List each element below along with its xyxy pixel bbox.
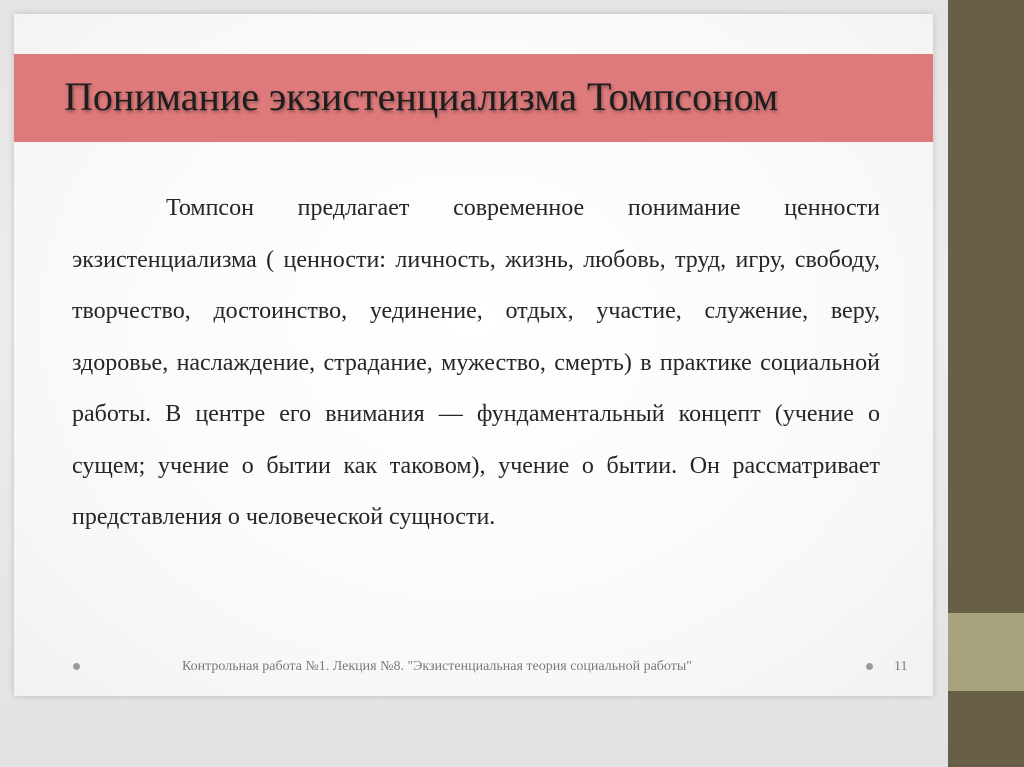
footer-bullet-right [866,663,873,670]
footer-caption: Контрольная работа №1. Лекция №8. "Экзистенциальная теория социальной работы" [182,659,692,674]
side-decoration-accent [948,613,1024,691]
slide-title: Понимание экзистенциализма Томпсоном [64,74,779,119]
slide-footer [14,655,933,679]
title-bar [14,54,933,142]
slide-body-text: Томпсон предлагает современное понимание ценности экзистенциализма ( ценности: личность, жизнь, любовь, труд, игру, свободу, творчество, достоинство, уединение, отдых, участие, служение, веру, здоровье, наслаждение, страдание, мужество, смерть) в практике социальной работы. В центре его внимания — фундаментальный концепт (учение о сущем; учение о бытии как таковом), учение о бытии. Он рассматривает представления о человеческой сущности. [72,195,880,530]
footer-bullet-left [73,663,80,670]
page-number: 11 [894,659,908,674]
slide-canvas [14,14,933,696]
